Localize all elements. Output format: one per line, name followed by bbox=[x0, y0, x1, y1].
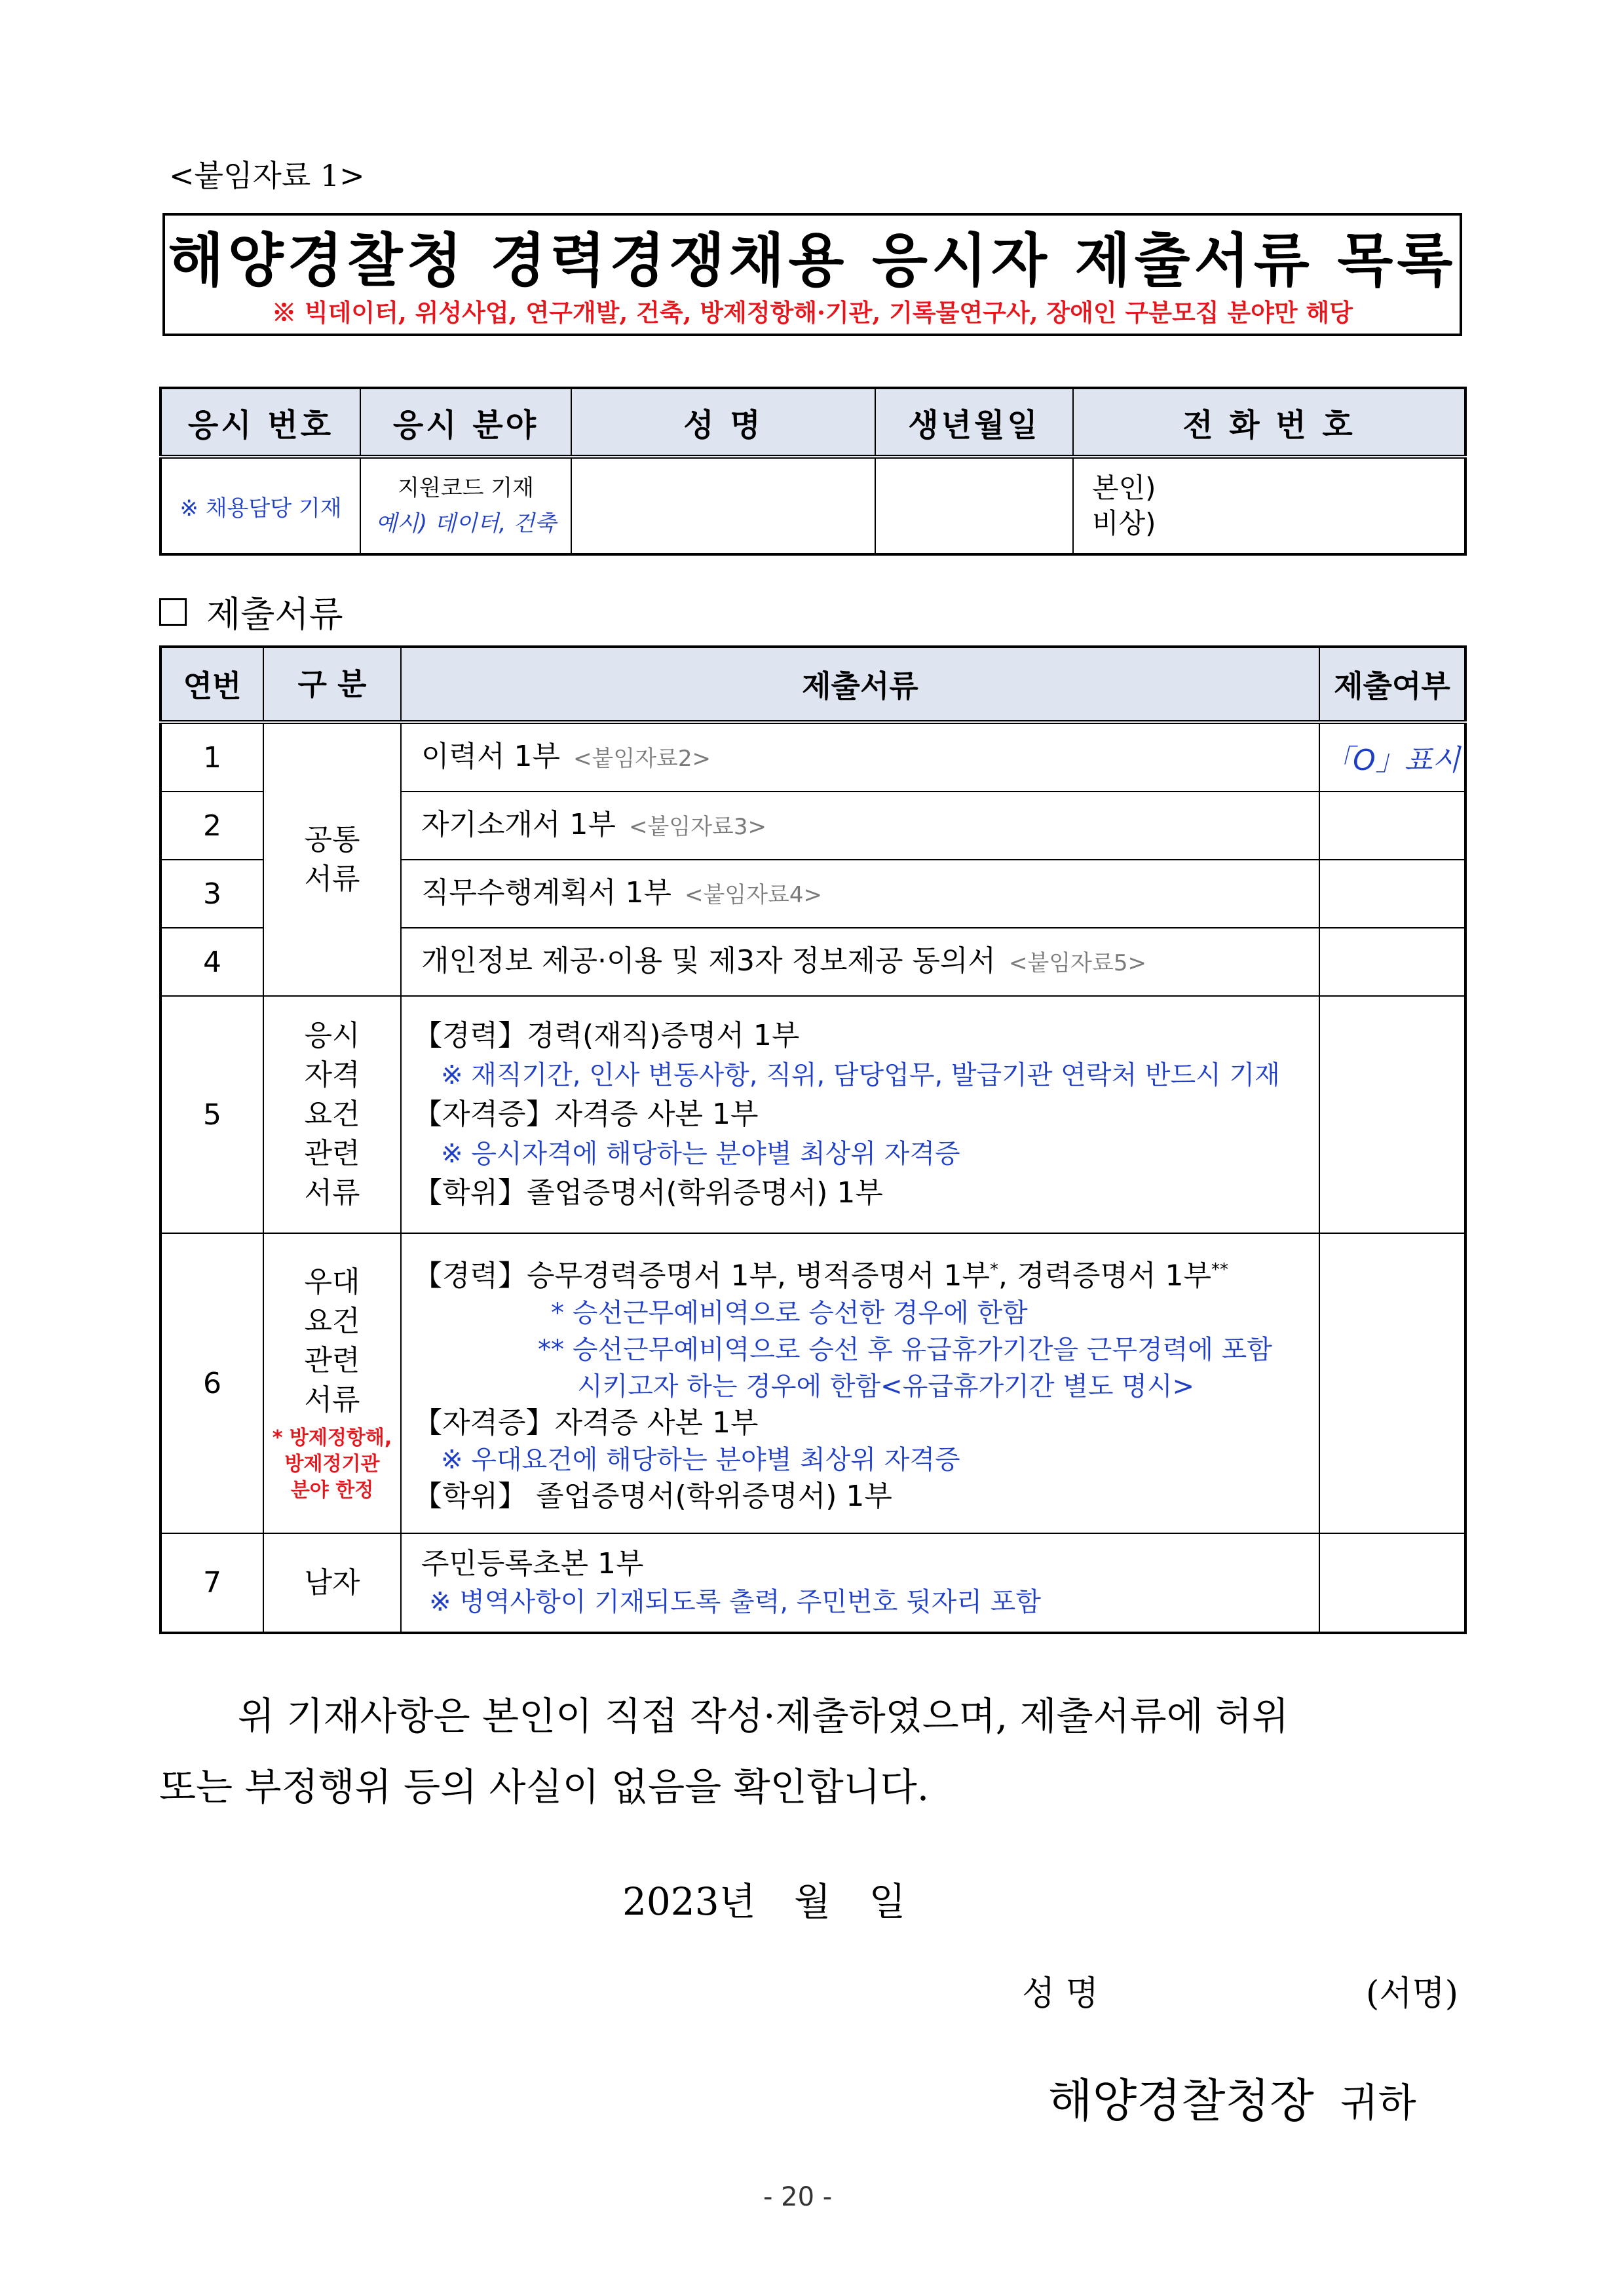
category-line: 응시 bbox=[304, 1019, 360, 1052]
table-row bbox=[161, 1533, 1465, 1633]
header-birthdate: 생년월일 bbox=[875, 388, 1073, 457]
header-phone: 전 화 번 호 bbox=[1073, 388, 1465, 457]
title-box bbox=[162, 213, 1462, 336]
submitted-cell[interactable] bbox=[1319, 928, 1465, 996]
documents-table bbox=[159, 645, 1467, 1634]
category-line: 관련 bbox=[304, 1344, 360, 1377]
attachment-ref: <붙임자료4> bbox=[685, 881, 822, 908]
name-cell[interactable] bbox=[571, 457, 875, 554]
checkbox-icon bbox=[159, 598, 187, 626]
phone-self-label: 본인) bbox=[1092, 472, 1156, 504]
license-line: 【자격증】자격증 사본 1부 bbox=[413, 1406, 759, 1440]
attachment-label: <붙임자료 1> bbox=[169, 158, 365, 193]
row-number: 6 bbox=[161, 1233, 263, 1533]
applicant-info-table bbox=[159, 387, 1467, 556]
applicant-number-cell[interactable] bbox=[161, 457, 360, 554]
attachment-ref: <붙임자료5> bbox=[1008, 949, 1146, 976]
document-cell bbox=[401, 792, 1319, 860]
table-row bbox=[161, 996, 1465, 1233]
attachment-ref: <붙임자료2> bbox=[573, 745, 711, 772]
birthdate-cell[interactable] bbox=[875, 457, 1073, 554]
qualification-category bbox=[263, 996, 401, 1233]
confirmation-line: 위 기재사항은 본인이 직접 작성·제출하였으며, 제출서류에 허위 bbox=[238, 1694, 1289, 1738]
applicant-field-cell[interactable] bbox=[360, 457, 571, 554]
degree-line: 【학위】졸업증명서(학위증명서) 1부 bbox=[413, 1176, 883, 1210]
date-line[interactable]: 2023년 월 일 bbox=[622, 1879, 906, 1924]
career-cert-line: 【경력】경력(재직)증명서 1부 bbox=[413, 1019, 800, 1052]
table-row bbox=[161, 1233, 1465, 1533]
honorific: 귀하 bbox=[1340, 2080, 1416, 2126]
male-category: 남자 bbox=[263, 1533, 401, 1633]
phone-emergency-label: 비상) bbox=[1092, 507, 1156, 539]
resident-abstract-line: 주민등록초본 1부 bbox=[421, 1546, 644, 1580]
document-name: 자기소개서 1부 bbox=[421, 807, 616, 841]
document-cell bbox=[401, 1533, 1319, 1633]
row-number: 1 bbox=[161, 722, 263, 792]
section-title bbox=[159, 586, 343, 637]
document-name: 직무수행계획서 1부 bbox=[421, 875, 672, 909]
common-category bbox=[263, 722, 401, 996]
paid-leave-note: ** 승선근무예비역으로 승선 후 유급휴가기간을 근무경력에 포함 bbox=[538, 1334, 1272, 1365]
page-number: - 20 - bbox=[763, 2182, 833, 2212]
header-no: 연번 bbox=[161, 647, 263, 722]
field-example: 예시) 데이터, 건축 bbox=[375, 510, 556, 537]
header-name: 성 명 bbox=[571, 388, 875, 457]
document-cell bbox=[401, 1233, 1319, 1533]
paid-leave-note-cont: 시키고자 하는 경우에 한함<유급휴가기간 별도 명시> bbox=[577, 1371, 1195, 1402]
row-number: 7 bbox=[161, 1533, 263, 1633]
confirmation-statement bbox=[159, 1681, 1469, 1822]
license-line: 【자격증】자격증 사본 1부 bbox=[413, 1098, 759, 1131]
document-name: 이력서 1부 bbox=[421, 739, 560, 773]
category-restriction-note: * 방제정항해, 방제정기관 분야 한정 bbox=[272, 1426, 392, 1502]
category-line: 서류 bbox=[304, 1383, 360, 1417]
signature-name-label: 성 명 bbox=[1022, 1974, 1099, 2014]
attachment-ref: <붙임자료3> bbox=[629, 813, 766, 840]
header-applicant-number: 응시 번호 bbox=[161, 388, 360, 457]
career-cert-note: ※ 재직기간, 인사 변동사항, 직위, 담당업무, 발급기관 연락처 반드시 기재 bbox=[441, 1060, 1280, 1090]
category-line: 관련 bbox=[304, 1137, 360, 1170]
career-cert-line: 【경력】승무경력증명서 1부, 병적증명서 1부*, 경력증명서 1부** bbox=[413, 1259, 1228, 1293]
header-category: 구 분 bbox=[263, 647, 401, 722]
header-submitted: 제출여부 bbox=[1319, 647, 1465, 722]
submitted-cell[interactable] bbox=[1319, 1533, 1465, 1633]
degree-line: 【학위】 졸업증명서(학위증명서) 1부 bbox=[413, 1479, 892, 1513]
category-line: 우대 bbox=[304, 1265, 360, 1299]
category-line: 서류 bbox=[304, 862, 360, 896]
category-line: 공통 bbox=[304, 823, 360, 856]
document-cell bbox=[401, 996, 1319, 1233]
header-applicant-field: 응시 분야 bbox=[360, 388, 571, 457]
submitted-cell[interactable] bbox=[1319, 1233, 1465, 1533]
section-title-text: 제출서류 bbox=[206, 594, 343, 635]
category-line: 요건 bbox=[304, 1305, 360, 1338]
row-number: 5 bbox=[161, 996, 263, 1233]
header-documents: 제출서류 bbox=[401, 647, 1319, 722]
submitted-cell[interactable] bbox=[1319, 792, 1465, 860]
document-cell bbox=[401, 722, 1319, 792]
row-number: 3 bbox=[161, 860, 263, 928]
row-number: 2 bbox=[161, 792, 263, 860]
submitted-cell[interactable] bbox=[1319, 860, 1465, 928]
document-title: 해양경찰청 경력경쟁채용 응시자 제출서류 목록 bbox=[168, 227, 1457, 294]
sea-service-note: * 승선근무예비역으로 승선한 경우에 한함 bbox=[551, 1297, 1028, 1328]
recipient bbox=[1048, 2064, 1416, 2130]
title-note: ※ 빅데이터, 위성사업, 연구개발, 건축, 방제정항해·기관, 기록물연구사, 장애인 구분모집 분야만 해당 bbox=[272, 298, 1353, 327]
applicant-number-note: ※ 채용담당 기재 bbox=[179, 495, 342, 522]
field-code-label: 지원코드 기재 bbox=[398, 475, 534, 501]
submitted-cell[interactable] bbox=[1319, 722, 1465, 792]
document-name: 개인정보 제공·이용 및 제3자 정보제공 동의서 bbox=[421, 944, 996, 978]
license-note: ※ 우대요건에 해당하는 분야별 최상위 자격증 bbox=[441, 1444, 960, 1475]
military-note: ※ 병역사항이 기재되도록 출력, 주민번호 뒷자리 포함 bbox=[429, 1586, 1041, 1617]
category-line: 요건 bbox=[304, 1098, 360, 1131]
phone-cell[interactable] bbox=[1073, 457, 1465, 554]
signature-field[interactable]: (서명) bbox=[1366, 1974, 1459, 2014]
license-note: ※ 응시자격에 해당하는 분야별 최상위 자격증 bbox=[441, 1139, 960, 1169]
row-number: 4 bbox=[161, 928, 263, 996]
preference-category bbox=[263, 1233, 401, 1533]
category-line: 자격 bbox=[304, 1058, 360, 1092]
recipient-name: 해양경찰청장 bbox=[1048, 2074, 1314, 2128]
document-cell bbox=[401, 928, 1319, 996]
submitted-cell[interactable] bbox=[1319, 996, 1465, 1233]
table-row bbox=[161, 722, 1465, 792]
confirmation-line: 또는 부정행위 등의 사실이 없음을 확인합니다. bbox=[159, 1765, 930, 1809]
submitted-mark-hint: 「O」표시 bbox=[1324, 744, 1460, 777]
document-cell bbox=[401, 860, 1319, 928]
category-line: 서류 bbox=[304, 1176, 360, 1210]
